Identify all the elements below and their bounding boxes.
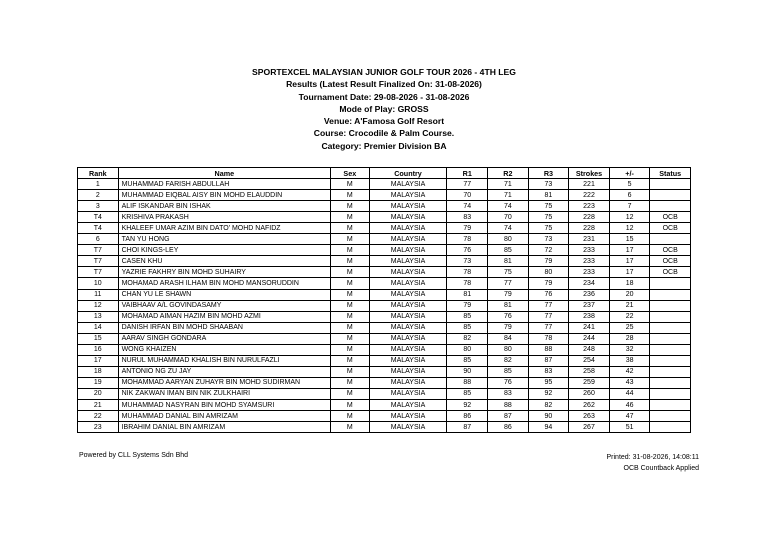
cell-status: OCB: [650, 256, 691, 267]
cell-strokes: 267: [569, 422, 610, 433]
cell-plus-minus: 32: [609, 344, 650, 355]
cell-country: MALAYSIA: [369, 333, 447, 344]
table-row: [78, 311, 691, 322]
cell-status: [650, 311, 691, 322]
table-row: [78, 377, 691, 388]
cell-sex: M: [331, 344, 369, 355]
cell-r1: 86: [447, 411, 488, 422]
report-header: [0, 66, 768, 152]
cell-name: NIK ZAKWAN IMAN BIN NIK ZULKHAIRI: [118, 388, 331, 399]
cell-r2: 82: [488, 355, 529, 366]
cell-status: OCB: [650, 212, 691, 223]
cell-plus-minus: 46: [609, 399, 650, 410]
cell-rank: 18: [78, 366, 119, 377]
cell-country: MALAYSIA: [369, 179, 447, 190]
cell-name: MUHAMMAD NASYRAN BIN MOHD SYAMSURI: [118, 399, 331, 410]
cell-sex: M: [331, 234, 369, 245]
cell-r2: 87: [488, 411, 529, 422]
cell-sex: M: [331, 333, 369, 344]
cell-plus-minus: 6: [609, 190, 650, 201]
table-row: [78, 190, 691, 201]
course: Course: Crocodile & Palm Course.: [313, 128, 455, 139]
cell-status: [650, 377, 691, 388]
cell-plus-minus: 51: [609, 422, 650, 433]
col-header-sex: Sex: [331, 168, 369, 179]
cell-r3: 81: [528, 190, 569, 201]
cell-rank: 6: [78, 234, 119, 245]
table-row: [78, 399, 691, 410]
cell-strokes: 234: [569, 278, 610, 289]
cell-sex: M: [331, 289, 369, 300]
cell-status: [650, 201, 691, 212]
cell-country: MALAYSIA: [369, 212, 447, 223]
cell-name: CASEN KHU: [118, 256, 331, 267]
cell-r1: 87: [447, 422, 488, 433]
cell-name: IBRAHIM DANIAL BIN AMRIZAM: [118, 422, 331, 433]
cell-sex: M: [331, 256, 369, 267]
venue: Venue: A'Famosa Golf Resort: [323, 116, 445, 127]
cell-strokes: 228: [569, 223, 610, 234]
cell-r1: 82: [447, 333, 488, 344]
cell-status: [650, 234, 691, 245]
cell-r3: 87: [528, 355, 569, 366]
cell-status: [650, 179, 691, 190]
cell-country: MALAYSIA: [369, 201, 447, 212]
cell-strokes: 233: [569, 245, 610, 256]
cell-sex: M: [331, 388, 369, 399]
cell-status: OCB: [650, 245, 691, 256]
cell-rank: 20: [78, 388, 119, 399]
cell-plus-minus: 38: [609, 355, 650, 366]
cell-r1: 92: [447, 399, 488, 410]
cell-country: MALAYSIA: [369, 223, 447, 234]
col-header-status: Status: [650, 168, 691, 179]
table-row: [78, 179, 691, 190]
table-row: [78, 422, 691, 433]
cell-country: MALAYSIA: [369, 399, 447, 410]
table-row: [78, 344, 691, 355]
cell-name: DANISH IRFAN BIN MOHD SHAABAN: [118, 322, 331, 333]
cell-plus-minus: 7: [609, 201, 650, 212]
col-header-strokes: Strokes: [569, 168, 610, 179]
cell-status: [650, 422, 691, 433]
table-row: [78, 411, 691, 422]
cell-strokes: 222: [569, 190, 610, 201]
cell-status: [650, 333, 691, 344]
cell-country: MALAYSIA: [369, 278, 447, 289]
cell-plus-minus: 12: [609, 223, 650, 234]
col-header-country: Country: [369, 168, 447, 179]
cell-plus-minus: 5: [609, 179, 650, 190]
cell-name: WONG KHAIZEN: [118, 344, 331, 355]
cell-rank: T4: [78, 212, 119, 223]
cell-r2: 70: [488, 212, 529, 223]
cell-rank: 15: [78, 333, 119, 344]
category: Category: Premier Division BA: [321, 140, 447, 151]
cell-r1: 76: [447, 245, 488, 256]
cell-sex: M: [331, 311, 369, 322]
table-row: [78, 300, 691, 311]
col-header-r1: R1: [447, 168, 488, 179]
cell-sex: M: [331, 355, 369, 366]
cell-status: [650, 344, 691, 355]
col-header-r2: R2: [488, 168, 529, 179]
cell-rank: T4: [78, 223, 119, 234]
cell-name: NURUL MUHAMMAD KHALISH BIN NURULFAZLI: [118, 355, 331, 366]
cell-strokes: 228: [569, 212, 610, 223]
cell-r3: 75: [528, 212, 569, 223]
cell-strokes: 233: [569, 267, 610, 278]
cell-country: MALAYSIA: [369, 289, 447, 300]
cell-r3: 77: [528, 311, 569, 322]
cell-country: MALAYSIA: [369, 322, 447, 333]
tour-title: SPORTEXCEL MALAYSIAN JUNIOR GOLF TOUR 2026 - 4TH LEG: [252, 67, 516, 77]
cell-sex: M: [331, 300, 369, 311]
cell-r2: 74: [488, 223, 529, 234]
cell-status: OCB: [650, 267, 691, 278]
table-row: [78, 289, 691, 300]
cell-plus-minus: 21: [609, 300, 650, 311]
cell-name: VAIBHAAV A/L GOVINDASAMY: [118, 300, 331, 311]
cell-rank: 11: [78, 289, 119, 300]
col-header-name: Name: [118, 168, 331, 179]
cell-country: MALAYSIA: [369, 366, 447, 377]
cell-strokes: 233: [569, 256, 610, 267]
cell-status: [650, 399, 691, 410]
cell-name: ALIF ISKANDAR BIN ISHAK: [118, 201, 331, 212]
cell-plus-minus: 42: [609, 366, 650, 377]
cell-r2: 80: [488, 344, 529, 355]
cell-rank: 19: [78, 377, 119, 388]
cell-sex: M: [331, 267, 369, 278]
cell-country: MALAYSIA: [369, 234, 447, 245]
cell-r2: 85: [488, 366, 529, 377]
cell-strokes: 262: [569, 399, 610, 410]
cell-name: MUHAMMAD EIQBAL AISY BIN MOHD ELAUDDIN: [118, 190, 331, 201]
powered-by: Powered by CLL Systems Sdn Bhd: [79, 452, 189, 459]
cell-country: MALAYSIA: [369, 300, 447, 311]
tournament-date: Tournament Date: 29-08-2026 - 31-08-2026: [298, 91, 470, 102]
cell-strokes: 231: [569, 234, 610, 245]
cell-r3: 82: [528, 399, 569, 410]
cell-strokes: 254: [569, 355, 610, 366]
cell-country: MALAYSIA: [369, 344, 447, 355]
cell-rank: 13: [78, 311, 119, 322]
cell-status: OCB: [650, 223, 691, 234]
cell-country: MALAYSIA: [369, 190, 447, 201]
cell-country: MALAYSIA: [369, 422, 447, 433]
cell-name: KRISHIVA PRAKASH: [118, 212, 331, 223]
cell-r1: 79: [447, 223, 488, 234]
cell-plus-minus: 43: [609, 377, 650, 388]
cell-status: [650, 355, 691, 366]
cell-r1: 78: [447, 267, 488, 278]
cell-r3: 75: [528, 223, 569, 234]
cell-r2: 83: [488, 388, 529, 399]
cell-sex: M: [331, 422, 369, 433]
cell-plus-minus: 17: [609, 267, 650, 278]
ocb-note: OCB Countback Applied: [623, 465, 699, 472]
cell-r2: 81: [488, 256, 529, 267]
results-body: [78, 179, 691, 433]
cell-rank: 14: [78, 322, 119, 333]
cell-plus-minus: 20: [609, 289, 650, 300]
cell-country: MALAYSIA: [369, 355, 447, 366]
cell-rank: T7: [78, 245, 119, 256]
cell-r2: 79: [488, 289, 529, 300]
cell-r3: 77: [528, 300, 569, 311]
cell-strokes: 241: [569, 322, 610, 333]
cell-rank: 16: [78, 344, 119, 355]
cell-name: AARAV SINGH GONDARA: [118, 333, 331, 344]
footer-info: [607, 452, 700, 474]
cell-sex: M: [331, 278, 369, 289]
printed-timestamp: Printed: 31-08-2026, 14:08:11: [606, 454, 699, 461]
cell-plus-minus: 12: [609, 212, 650, 223]
cell-name: CHOI KINGS-LEY: [118, 245, 331, 256]
cell-r1: 74: [447, 201, 488, 212]
cell-plus-minus: 17: [609, 256, 650, 267]
cell-r1: 73: [447, 256, 488, 267]
col-header-rank: Rank: [78, 168, 119, 179]
cell-rank: T7: [78, 256, 119, 267]
cell-r1: 78: [447, 234, 488, 245]
cell-rank: 21: [78, 399, 119, 410]
cell-status: [650, 366, 691, 377]
cell-country: MALAYSIA: [369, 245, 447, 256]
cell-r3: 88: [528, 344, 569, 355]
cell-strokes: 248: [569, 344, 610, 355]
cell-sex: M: [331, 366, 369, 377]
cell-r2: 86: [488, 422, 529, 433]
cell-plus-minus: 17: [609, 245, 650, 256]
cell-r2: 74: [488, 201, 529, 212]
cell-status: [650, 289, 691, 300]
cell-r3: 90: [528, 411, 569, 422]
cell-country: MALAYSIA: [369, 311, 447, 322]
cell-plus-minus: 44: [609, 388, 650, 399]
table-row: [78, 388, 691, 399]
cell-r3: 83: [528, 366, 569, 377]
cell-r2: 84: [488, 333, 529, 344]
cell-name: ANTONIO NG ZU JAY: [118, 366, 331, 377]
cell-sex: M: [331, 190, 369, 201]
cell-name: MUHAMMAD FARISH ABDULLAH: [118, 179, 331, 190]
cell-strokes: 244: [569, 333, 610, 344]
cell-country: MALAYSIA: [369, 411, 447, 422]
table-row: [78, 201, 691, 212]
cell-r3: 79: [528, 278, 569, 289]
cell-sex: M: [331, 245, 369, 256]
cell-rank: 23: [78, 422, 119, 433]
cell-sex: M: [331, 179, 369, 190]
cell-r3: 73: [528, 179, 569, 190]
table-row: [78, 267, 691, 278]
cell-r1: 90: [447, 366, 488, 377]
cell-sex: M: [331, 322, 369, 333]
cell-r2: 76: [488, 311, 529, 322]
table-row: [78, 322, 691, 333]
col-header-r3: R3: [528, 168, 569, 179]
cell-plus-minus: 28: [609, 333, 650, 344]
cell-rank: 17: [78, 355, 119, 366]
cell-sex: M: [331, 377, 369, 388]
cell-r2: 71: [488, 190, 529, 201]
cell-r1: 77: [447, 179, 488, 190]
cell-status: [650, 322, 691, 333]
cell-r3: 94: [528, 422, 569, 433]
cell-plus-minus: 15: [609, 234, 650, 245]
cell-r2: 71: [488, 179, 529, 190]
col-header-plus-minus: +/-: [609, 168, 650, 179]
cell-r1: 85: [447, 311, 488, 322]
cell-r3: 79: [528, 256, 569, 267]
cell-r3: 73: [528, 234, 569, 245]
table-row: [78, 366, 691, 377]
cell-strokes: 258: [569, 366, 610, 377]
cell-rank: 22: [78, 411, 119, 422]
mode-of-play: Mode of Play: GROSS: [339, 103, 429, 114]
cell-r2: 85: [488, 245, 529, 256]
cell-plus-minus: 22: [609, 311, 650, 322]
cell-r2: 80: [488, 234, 529, 245]
table-row: [78, 278, 691, 289]
cell-r2: 76: [488, 377, 529, 388]
results-finalized: Results (Latest Result Finalized On: 31-08-2026): [286, 79, 482, 90]
table-row: [78, 245, 691, 256]
cell-r3: 76: [528, 289, 569, 300]
cell-name: MOHAMMAD AARYAN ZUHAYR BIN MOHD SUDIRMAN: [118, 377, 331, 388]
cell-sex: M: [331, 399, 369, 410]
cell-plus-minus: 18: [609, 278, 650, 289]
cell-country: MALAYSIA: [369, 256, 447, 267]
cell-name: KHALEEF UMAR AZIM BIN DATO' MOHD NAFIDZ: [118, 223, 331, 234]
cell-sex: M: [331, 223, 369, 234]
cell-r3: 77: [528, 322, 569, 333]
cell-r2: 77: [488, 278, 529, 289]
cell-r2: 81: [488, 300, 529, 311]
table-row: [78, 223, 691, 234]
cell-r3: 78: [528, 333, 569, 344]
table-row: [78, 212, 691, 223]
cell-strokes: 236: [569, 289, 610, 300]
cell-r1: 85: [447, 322, 488, 333]
cell-rank: T7: [78, 267, 119, 278]
table-header-row: [78, 168, 691, 179]
cell-r1: 70: [447, 190, 488, 201]
cell-r1: 80: [447, 344, 488, 355]
cell-name: TAN YU HONG: [118, 234, 331, 245]
cell-strokes: 221: [569, 179, 610, 190]
cell-r3: 72: [528, 245, 569, 256]
cell-r3: 80: [528, 267, 569, 278]
cell-strokes: 223: [569, 201, 610, 212]
cell-strokes: 263: [569, 411, 610, 422]
cell-strokes: 237: [569, 300, 610, 311]
table-row: [78, 355, 691, 366]
cell-rank: 2: [78, 190, 119, 201]
cell-status: [650, 388, 691, 399]
cell-strokes: 260: [569, 388, 610, 399]
cell-rank: 10: [78, 278, 119, 289]
cell-r3: 75: [528, 201, 569, 212]
table-row: [78, 333, 691, 344]
cell-name: MOHAMAD ARASH ILHAM BIN MOHD MANSORUDDIN: [118, 278, 331, 289]
cell-r2: 75: [488, 267, 529, 278]
cell-name: MUHAMMAD DANIAL BIN AMRIZAM: [118, 411, 331, 422]
table-row: [78, 234, 691, 245]
cell-plus-minus: 47: [609, 411, 650, 422]
cell-r1: 78: [447, 278, 488, 289]
cell-r2: 79: [488, 322, 529, 333]
table-row: [78, 256, 691, 267]
cell-status: [650, 411, 691, 422]
cell-strokes: 259: [569, 377, 610, 388]
cell-r1: 79: [447, 300, 488, 311]
cell-name: YAZRIE FAKHRY BIN MOHD SUHAIRY: [118, 267, 331, 278]
cell-r3: 95: [528, 377, 569, 388]
cell-name: MOHAMAD AIMAN HAZIM BIN MOHD AZMI: [118, 311, 331, 322]
results-table: [77, 167, 691, 433]
cell-r1: 88: [447, 377, 488, 388]
cell-r1: 81: [447, 289, 488, 300]
cell-rank: 1: [78, 179, 119, 190]
cell-name: CHAN YU LE SHAWN: [118, 289, 331, 300]
cell-status: [650, 300, 691, 311]
cell-status: [650, 278, 691, 289]
cell-status: [650, 190, 691, 201]
cell-country: MALAYSIA: [369, 267, 447, 278]
cell-strokes: 238: [569, 311, 610, 322]
cell-country: MALAYSIA: [369, 388, 447, 399]
cell-sex: M: [331, 212, 369, 223]
cell-r1: 85: [447, 355, 488, 366]
cell-country: MALAYSIA: [369, 377, 447, 388]
cell-r1: 83: [447, 212, 488, 223]
cell-r3: 92: [528, 388, 569, 399]
cell-r2: 88: [488, 399, 529, 410]
cell-sex: M: [331, 411, 369, 422]
cell-sex: M: [331, 201, 369, 212]
cell-plus-minus: 25: [609, 322, 650, 333]
cell-rank: 3: [78, 201, 119, 212]
cell-r1: 85: [447, 388, 488, 399]
cell-rank: 12: [78, 300, 119, 311]
